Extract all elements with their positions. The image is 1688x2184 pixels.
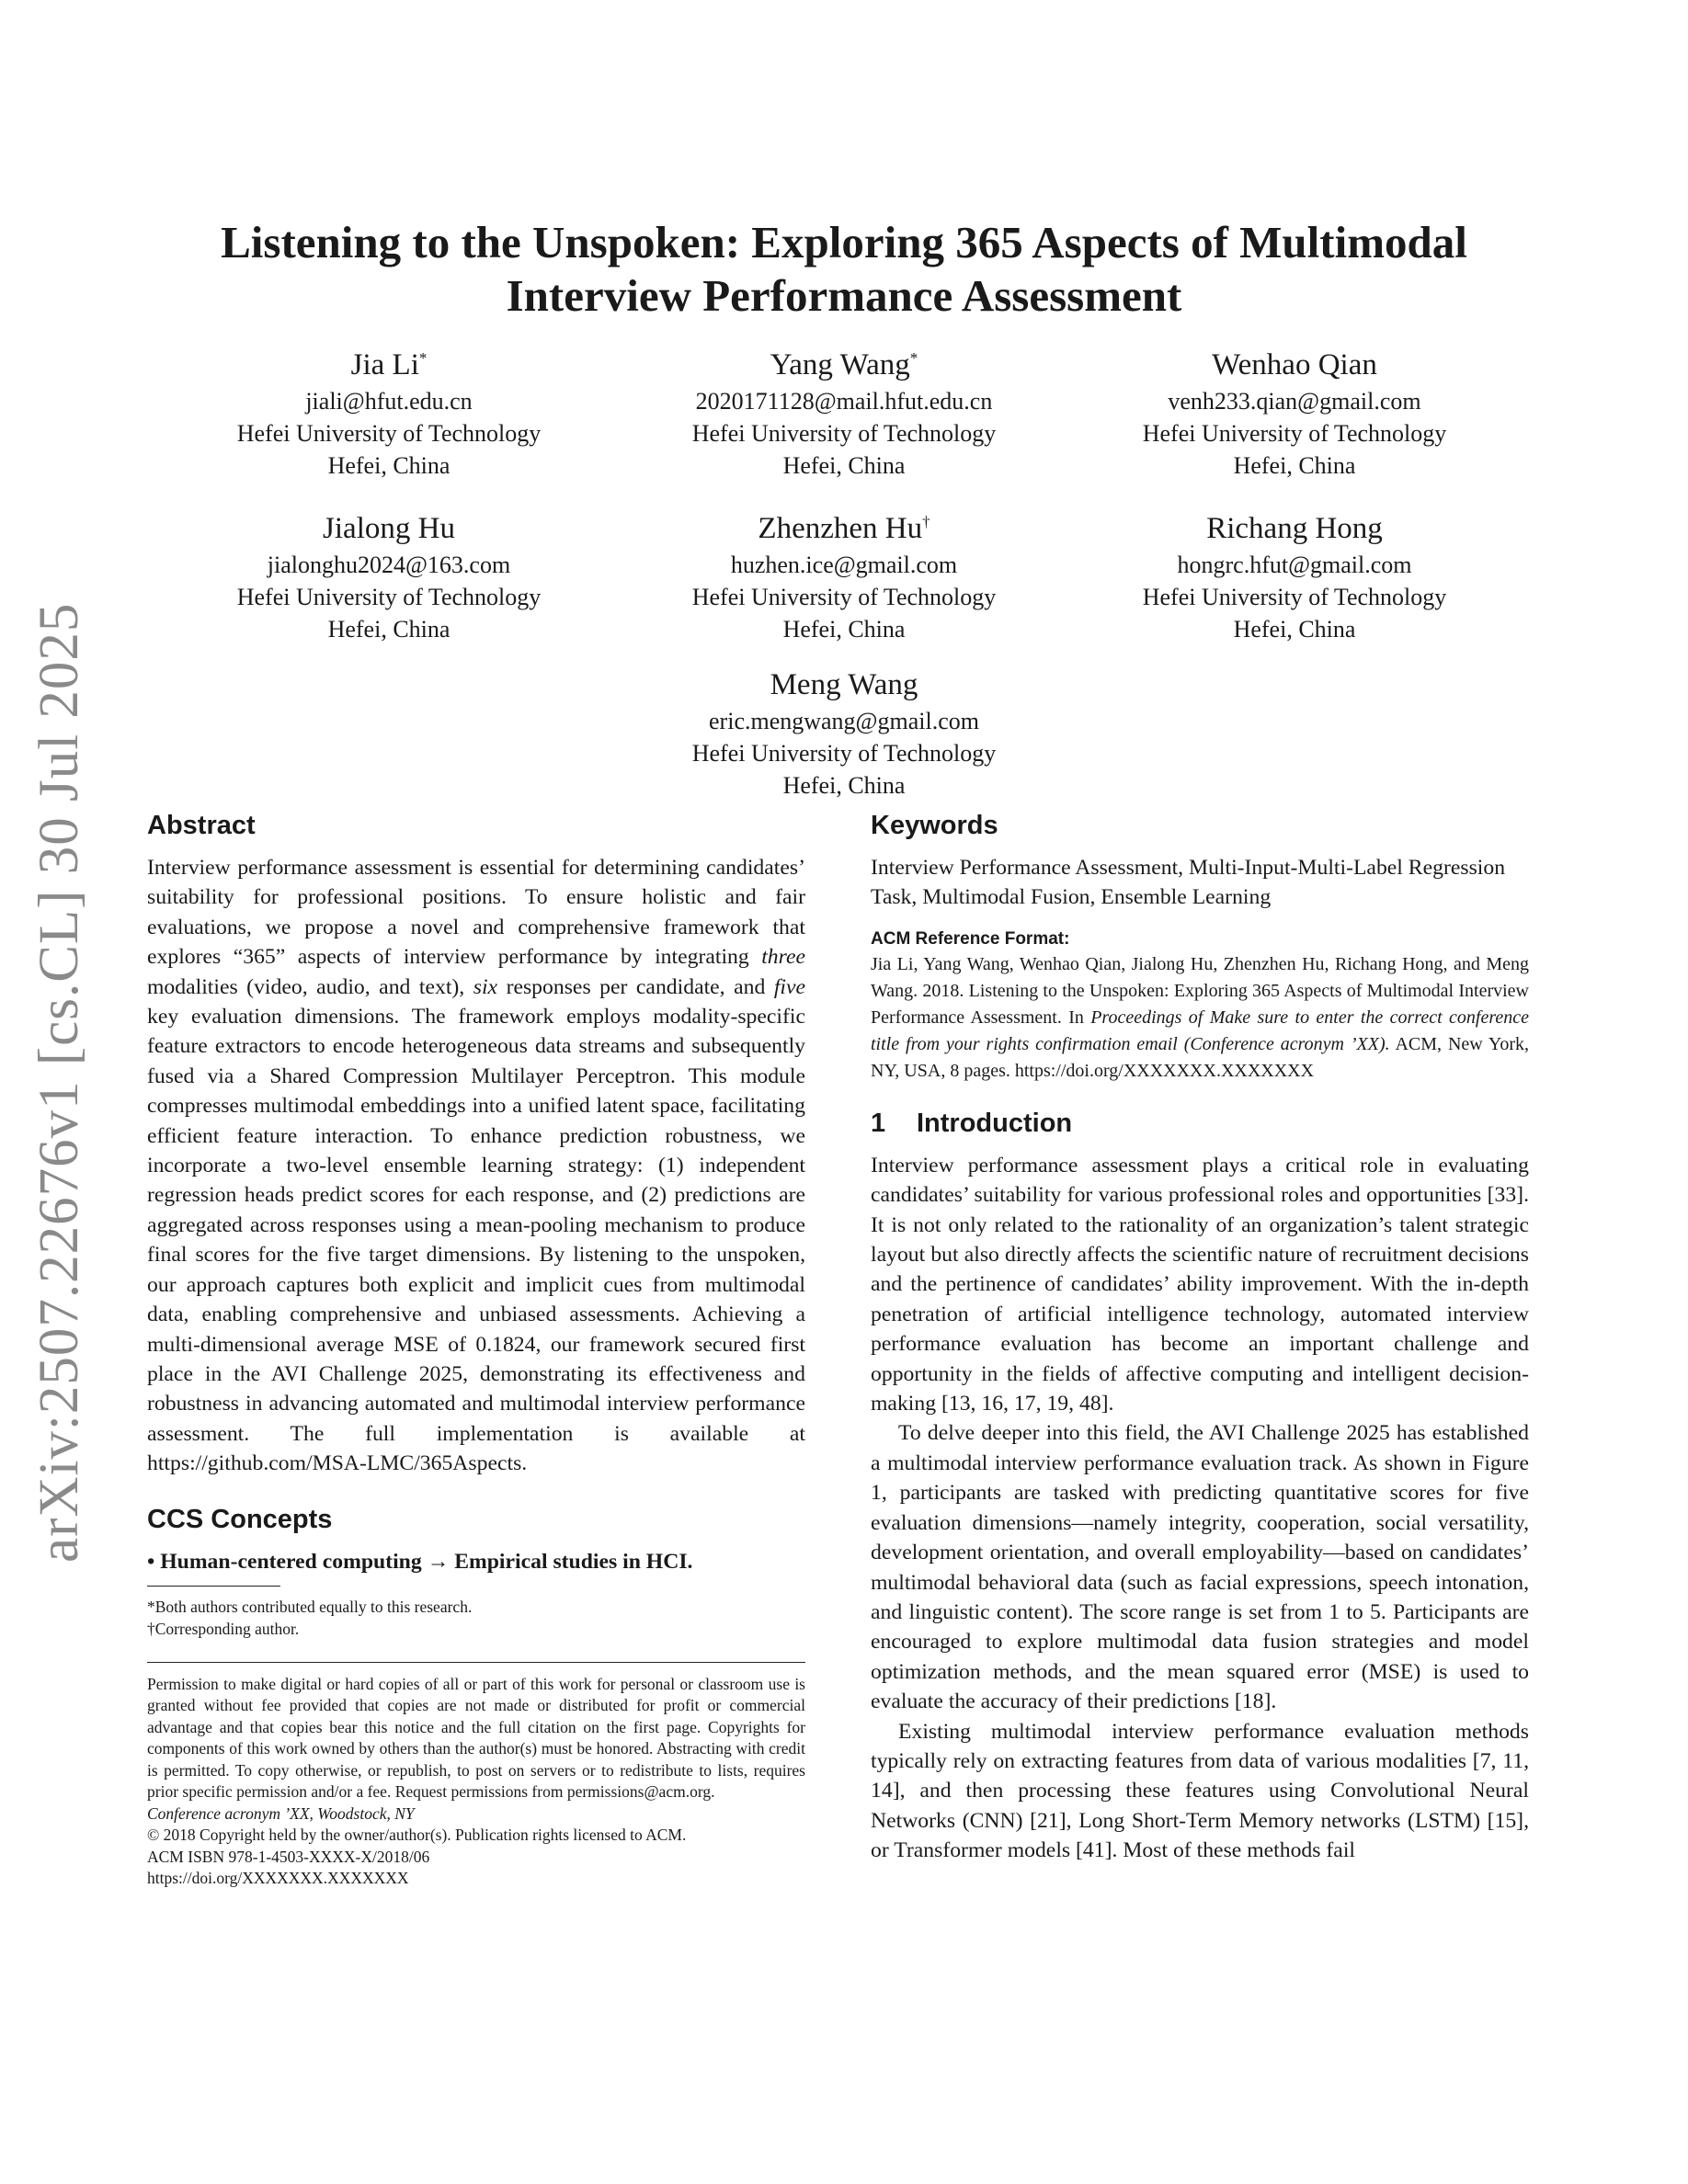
- author-name: Meng Wang: [770, 668, 918, 701]
- ccs-concept-item: • Human-centered computing → Empirical studies in HCI.: [147, 1549, 693, 1574]
- abstract-text: Interview performance assessment is essential for determining candidates’ suitability for professional positions. To ensure holistic and fair evaluations, we propose a novel and comprehensive framework that explores “365” aspects of interview performance by integrating three modalities (video, audio, and text), six responses per candidate, and five key evaluation dimensions. The framework employs modality-specific feature extractors to encode heterogeneous data streams and subsequently fused via a Shared Compression Multilayer Perceptron. This module compresses multimodal embeddings into a unified latent space, facilitating efficient feature interaction. To enhance prediction robustness, we incorporate a two-level ensemble learning strategy: (1) independent regression heads predict scores for each response, and (2) predictions are aggregated across responses using a mean-pooling mechanism to produce final scores for the five target dimensions. By listening to the unspoken, our approach captures both explicit and implicit cues from multimodal data, enabling comprehensive and unbiased assessments. Achieving a multi-dimensional average MSE of 0.1824, our framework secured first place in the AVI Challenge 2025, demonstrating its effectiveness and robustness in advancing automated and multimodal interview performance assessment. The full implementation is available at https://github.com/MSA-LMC/365Aspects.: [147, 856, 806, 1476]
- author-affiliation: Hefei University of Technology: [691, 420, 997, 447]
- author-location: Hefei, China: [327, 452, 451, 479]
- author-name: Wenhao Qian: [1212, 348, 1377, 381]
- section-number: 1: [871, 1108, 886, 1138]
- author-email[interactable]: jialonghu2024@163.com: [267, 552, 511, 578]
- author-email[interactable]: 2020171128@mail.hfut.edu.cn: [695, 388, 993, 415]
- author-email[interactable]: venh233.qian@gmail.com: [1168, 388, 1421, 415]
- conference-info: Conference acronym ’XX, Woodstock, NY: [147, 1803, 415, 1823]
- title-line-1: Listening to the Unspoken: Exploring 365 Aspects of Multimodal: [221, 217, 1467, 267]
- acm-reference-text: Jia Li, Yang Wang, Wenhao Qian, Jialong Hu, Zhenzhen Hu, Richang Hong, and Meng Wang. 2018. Listening to the Unspoken: Exploring 365 Aspects of Multimodal Interview Performance Assessment. In Proceedings of Make sure to enter the correct conference title from your rights confirmation email (Conference acronym ’XX). ACM, New York, NY, USA, 8 pages. https://doi.org/XXXXXXX.XXXXXXX: [871, 953, 1529, 1081]
- introduction-heading: [871, 1107, 1529, 1140]
- author-block: [587, 502, 1101, 645]
- copyright-line: © 2018 Copyright held by the owner/author(s). Publication rights licensed to ACM.: [147, 1826, 687, 1845]
- arxiv-identifier-stamp: arXiv:2507.22676v1 [cs.CL] 30 Jul 2025: [29, 602, 90, 1563]
- paper-title: [110, 216, 1578, 323]
- keywords-heading: Keywords: [871, 811, 998, 840]
- author-location: Hefei, China: [1233, 452, 1356, 479]
- author-affiliation: Hefei University of Technology: [1142, 420, 1447, 447]
- author-affiliation: Hefei University of Technology: [236, 584, 542, 610]
- author-email[interactable]: huzhen.ice@gmail.com: [730, 552, 958, 578]
- permission-divider: [147, 1662, 805, 1663]
- author-location: Hefei, China: [1233, 616, 1356, 643]
- author-email[interactable]: eric.mengwang@gmail.com: [709, 708, 979, 734]
- author-name: Zhenzhen Hu†: [758, 512, 930, 545]
- author-location: Hefei, China: [782, 616, 906, 643]
- author-block: [131, 338, 646, 482]
- author-block: [1037, 338, 1552, 482]
- author-affiliation: Hefei University of Technology: [236, 420, 542, 447]
- acm-reference-heading: ACM Reference Format:: [871, 928, 1070, 949]
- footnote-corresponding-author: †Corresponding author.: [147, 1619, 300, 1638]
- author-location: Hefei, China: [782, 452, 906, 479]
- abstract-heading: Abstract: [147, 811, 256, 840]
- author-name: Yang Wang*: [770, 348, 918, 381]
- author-block: [587, 338, 1101, 482]
- keywords-text: Interview Performance Assessment, Multi-Input-Multi-Label Regression Task, Multimodal Fusion, Ensemble Learning: [871, 856, 1506, 910]
- author-affiliation: Hefei University of Technology: [1142, 584, 1447, 610]
- author-location: Hefei, China: [782, 772, 906, 799]
- author-affiliation: Hefei University of Technology: [691, 584, 997, 610]
- footnote-divider: [147, 1586, 280, 1587]
- author-block: [1037, 502, 1552, 645]
- title-line-2: Interview Performance Assessment: [506, 270, 1182, 321]
- author-name: Richang Hong: [1206, 512, 1383, 545]
- intro-paragraph-3: Existing multimodal interview performance evaluation methods typically rely on extracting features from data of various modalities [7, 11, 14], and then processing these features using Convolutional Neural Networks (CNN) [21], Long Short-Term Memory networks (LSTM) [15], or Transformer models [41]. Most of these methods fail: [871, 1719, 1529, 1863]
- left-column: [147, 809, 805, 1890]
- doi-link[interactable]: https://doi.org/XXXXXXX.XXXXXXX: [147, 1869, 409, 1888]
- author-block: [131, 502, 646, 645]
- author-affiliation: Hefei University of Technology: [691, 740, 997, 767]
- author-email[interactable]: jiali@hfut.edu.cn: [305, 388, 473, 415]
- author-name: Jialong Hu: [323, 512, 455, 545]
- permission-notice: Permission to make digital or hard copies of all or part of this work for personal or classroom use is granted without fee provided that copies are not made or distributed for profit or commercial advantage and that copies bear this notice and the full citation on the first page. Copyrights for components of this work owned by others than the author(s) must be honored. Abstracting with credit is permitted. To copy otherwise, or republish, to post on servers or to redistribute to lists, requires prior specific permission and/or a fee. Request permissions from permissions@acm.org.: [147, 1674, 805, 1802]
- author-block: [587, 658, 1101, 802]
- intro-paragraph-2: To delve deeper into this field, the AVI Challenge 2025 has established a multimodal interview performance evaluation track. As shown in Figure 1, participants are tasked with predicting quantitative scores for five evaluation dimensions—namely integrity, cooperation, social versatility, development orientation, and overall employability—based on candidates’ multimodal behavioral data (such as facial expressions, speech intonation, and linguistic content). The score range is set from 1 to 5. Participants are encouraged to explore multimodal data fusion strategies and model optimization methods, and the mean squared error (MSE) is used to evaluate the accuracy of their predictions [18].: [871, 1421, 1529, 1714]
- author-name: Jia Li*: [350, 348, 428, 381]
- section-title: Introduction: [917, 1108, 1073, 1138]
- ccs-heading: CCS Concepts: [147, 1504, 333, 1534]
- isbn-line: ACM ISBN 978-1-4503-XXXX-X/2018/06: [147, 1847, 430, 1866]
- intro-paragraph-1: Interview performance assessment plays a critical role in evaluating candidates’ suitability for various professional roles and opportunities [33]. It is not only related to the rationality of an organization’s talent strategic layout but also directly affects the scientific nature of recruitment decisions and the pertinence of candidates’ ability improvement. With the in-depth penetration of artificial intelligence technology, automated interview performance evaluation has become an important challenge and opportunity in the fields of affective computing and intelligent decision-making [13, 16, 17, 19, 48].: [871, 1153, 1529, 1416]
- author-location: Hefei, China: [327, 616, 451, 643]
- footnote-equal-contribution: *Both authors contributed equally to this research.: [147, 1597, 473, 1616]
- right-column: [871, 809, 1529, 1866]
- author-email[interactable]: hongrc.hfut@gmail.com: [1177, 552, 1412, 578]
